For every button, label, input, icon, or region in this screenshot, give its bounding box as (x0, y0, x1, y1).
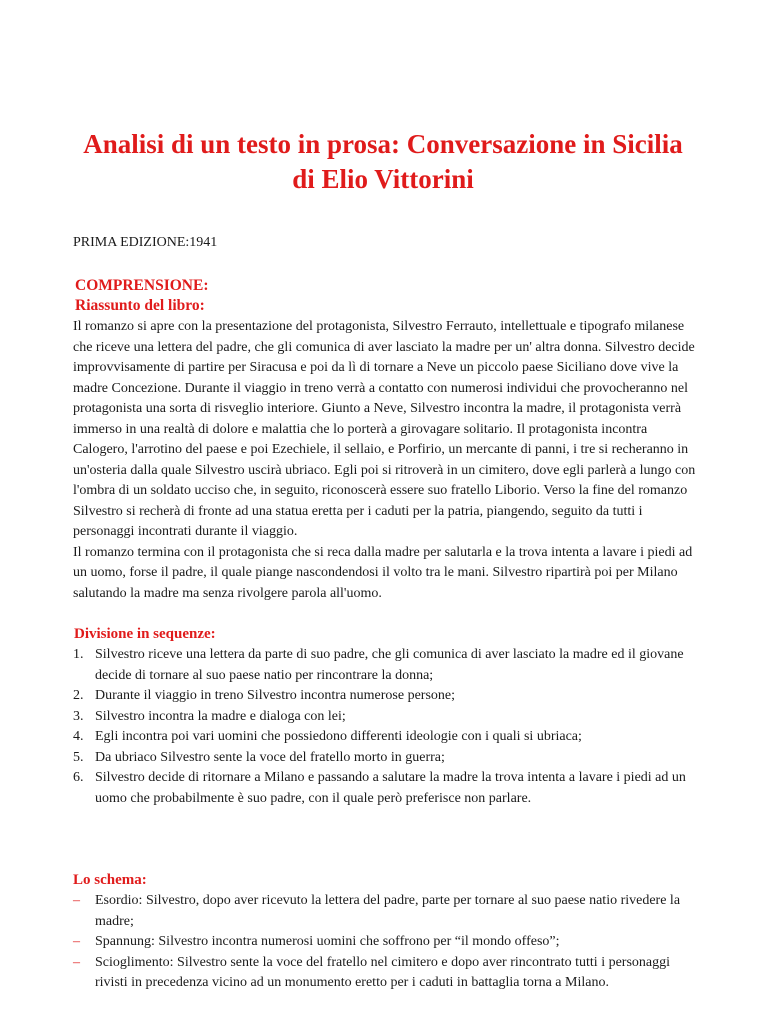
list-item-text: Spannung: Silvestro incontra numerosi uomini che soffrono per “il mondo offeso”; (95, 934, 560, 949)
list-item (73, 768, 696, 809)
list-number: 2. (73, 688, 84, 703)
list-item-text: Silvestro incontra la madre e dialoga con lei; (95, 708, 346, 724)
edition-line: PRIMA EDIZIONE:1941 (73, 235, 218, 250)
list-item (73, 953, 696, 994)
dash-bullet: – (73, 954, 80, 970)
list-item (73, 727, 696, 748)
list-item-text: Scioglimento: Silvestro sente la voce del fratello nel cimitero e dopo aver rincontrato tutti i personaggi rivisti in precedenza vicino ad un monumento eretto per i caduti in battaglia torna a Milano. (95, 954, 671, 990)
dash-bullet: – (73, 934, 80, 949)
riassunto-paragraph-1: Il romanzo si apre con la presentazione del protagonista, Silvestro Ferrauto, intellettuale e tipografo milanese che riceve una lettera del padre, che gli comunica di aver lasciato la madre per un' altra donna. Silvestro decide improvvisamente di partire per Siracusa e poi da lì di tornare a Neve un piccolo paese Siciliano dove vive la madre Concezione. Durante il viaggio in treno verrà a contatto con numerosi individui che provocheranno nel protagonista una sorta di risveglio interiore. Giunto a Neve, Silvestro incontra la madre, il protagonista verrà immerso in una realtà di dolore e malattia che lo porterà a girovagare solitario. Il protagonista incontra Calogero, l'arrotino del paese e poi Ezechiele, il sellaio, e Porfirio, un mercante di panni, i tre si recheranno in un'osteria dalla quale Silvestro uscirà ubriaco. Egli poi si ritroverà in un cimitero, dove egli parlerà a lungo con l'ombra di un soldato ucciso che, in seguito, riconoscerà essere suo fratello Liborio. Verso la fine del romanzo Silvestro si recherà di fronte ad una statua eretta per i caduti per la patria, piangendo, seguito da tutti i personaggi incontrati durante il viaggio. (73, 319, 696, 539)
list-item-text: Silvestro decide di ritornare a Milano e passando a salutare la madre la trova intenta a lavare i piedi ad un uomo che probabilmente è suo padre, con il quale però preferisce non parlare. (95, 770, 686, 806)
list-item-text: Esordio: Silvestro, dopo aver ricevuto la lettera del padre, parte per tornare al suo paese natio rivedere la madre; (95, 893, 681, 929)
list-item (73, 686, 696, 707)
list-item (73, 707, 696, 728)
list-item-text: Da ubriaco Silvestro sente la voce del fratello morto in guerra; (95, 749, 445, 765)
dash-bullet: – (73, 893, 80, 908)
list-number: 3. (73, 708, 84, 724)
list-item (73, 748, 696, 769)
list-item-text: Silvestro riceve una lettera da parte di suo padre, che gli comunica di aver lasciato la madre ed il giovane decide di tornare al suo paese natio per rincontrare la donna; (95, 647, 684, 683)
schema-list (70, 891, 696, 994)
sequenze-list (70, 645, 696, 809)
riassunto-heading: Riassunto del libro: (75, 297, 205, 314)
riassunto-paragraph-2: Il romanzo termina con il protagonista che si reca dalla madre per salutarla e la trova intenta a lavare i piedi ad un uomo, forse il padre, il quale piange nascondendosi il volto tra le mani. Silvestro ripartirà poi per Milano salutando la madre ma senza rivolgere parola all'uomo. (73, 544, 693, 601)
list-item (73, 891, 696, 932)
list-item (73, 645, 696, 686)
list-number: 1. (73, 647, 84, 662)
comprensione-heading: COMPRENSIONE: (75, 277, 209, 294)
sequenze-heading: Divisione in sequenze: (74, 626, 216, 642)
list-number: 4. (73, 729, 84, 744)
schema-heading: Lo schema: (73, 872, 147, 888)
list-item (73, 932, 696, 953)
list-item-text: Egli incontra poi vari uomini che possiedono differenti ideologie con i quali si ubriaca; (95, 729, 582, 744)
document-title: Analisi di un testo in prosa: Conversazione in Sicilia di Elio Vittorini (83, 129, 683, 194)
list-number: 5. (73, 749, 84, 765)
list-number: 6. (73, 770, 84, 785)
list-item-text: Durante il viaggio in treno Silvestro incontra numerose persone; (95, 688, 456, 703)
